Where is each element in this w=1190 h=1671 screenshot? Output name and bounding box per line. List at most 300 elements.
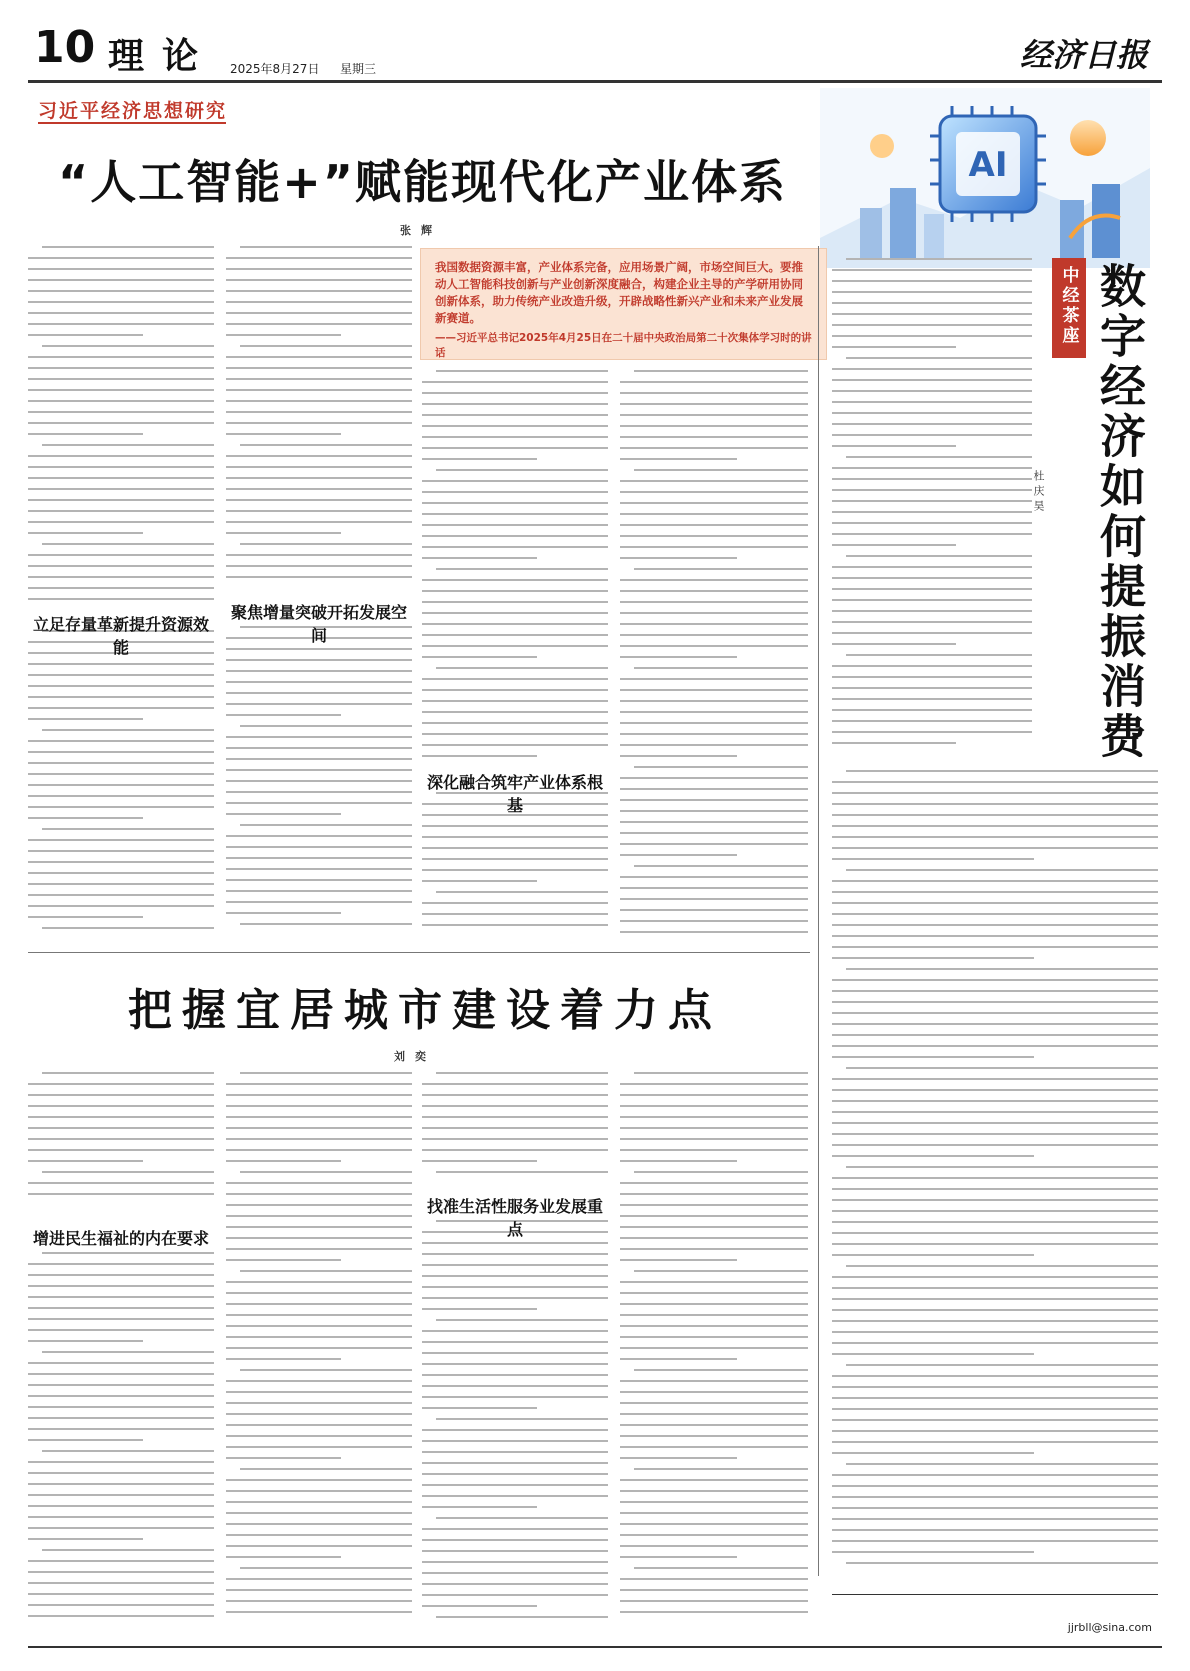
text-line [620, 414, 808, 416]
text-line [846, 770, 1158, 772]
text-line [422, 579, 608, 581]
text-line [832, 1408, 1158, 1410]
article1-subhead-1: 立足存量革新提升资源效能 [32, 615, 209, 657]
text-line [422, 502, 608, 504]
text-line [240, 345, 412, 347]
text-line [226, 1589, 412, 1591]
text-line [422, 1451, 608, 1453]
text-line [832, 1287, 1158, 1289]
text-line [226, 466, 412, 468]
text-line [436, 1517, 608, 1519]
text-line [28, 1615, 214, 1617]
text-line [832, 445, 956, 447]
text-line [422, 1138, 608, 1140]
text-line [422, 924, 608, 926]
text-line [226, 268, 412, 270]
text-line [422, 1116, 608, 1118]
text-line [620, 1534, 808, 1536]
text-line [226, 433, 341, 435]
text-line [42, 1450, 214, 1452]
text-line [226, 769, 412, 771]
text-line [634, 865, 808, 867]
text-line [620, 1380, 808, 1382]
text-line [28, 883, 214, 885]
text-line [620, 579, 808, 581]
text-line [226, 1281, 412, 1283]
text-line [620, 1105, 808, 1107]
text-line [620, 1512, 808, 1514]
text-line [832, 522, 1032, 524]
text-line [28, 1285, 214, 1287]
text-line [42, 927, 214, 929]
text-line [832, 588, 1032, 590]
text-line [226, 477, 412, 479]
text-line [240, 1369, 412, 1371]
text-line [226, 1347, 412, 1349]
text-line [28, 1527, 214, 1529]
text-line [620, 502, 808, 504]
text-line [226, 835, 412, 837]
text-line [832, 1507, 1158, 1509]
text-line [832, 1155, 1034, 1157]
text-line [28, 773, 214, 775]
text-line [28, 1116, 214, 1118]
text-line [436, 1072, 608, 1074]
page-number: 10 [34, 22, 96, 73]
text-line [832, 698, 1032, 700]
text-line [832, 847, 1158, 849]
text-line [832, 1133, 1158, 1135]
text-line [28, 1428, 214, 1430]
text-line [226, 1237, 412, 1239]
text-line [226, 1457, 341, 1459]
text-line [226, 279, 412, 281]
text-line [846, 1166, 1158, 1168]
text-line [240, 1270, 412, 1272]
text-line [226, 1314, 412, 1316]
text-line [226, 912, 341, 914]
text-line [28, 1318, 214, 1320]
text-line [832, 1276, 1158, 1278]
text-line [28, 367, 214, 369]
text-line [422, 601, 608, 603]
text-line [620, 1182, 808, 1184]
text-line [832, 1111, 1158, 1113]
text-line [422, 1127, 608, 1129]
text-line [226, 378, 412, 380]
text-line [620, 1457, 737, 1459]
text-line [28, 861, 214, 863]
text-line [42, 729, 214, 731]
text-line [28, 1149, 214, 1151]
text-line [832, 1199, 1158, 1201]
text-line [422, 491, 608, 493]
text-line [226, 1490, 412, 1492]
text-line [226, 323, 412, 325]
text-line [28, 1538, 143, 1540]
text-line [832, 742, 956, 744]
text-line [620, 623, 808, 625]
text-line [422, 546, 608, 548]
text-line [436, 891, 608, 893]
text-line [422, 623, 608, 625]
article1-col3-text [422, 370, 608, 766]
text-line [422, 858, 608, 860]
text-line [832, 544, 956, 546]
text-line [28, 707, 214, 709]
text-line [620, 1237, 808, 1239]
text-line [620, 876, 808, 878]
text-line [832, 621, 1032, 623]
text-line [832, 1430, 1158, 1432]
text-line [240, 246, 412, 248]
text-line [620, 1292, 808, 1294]
text-line [28, 1105, 214, 1107]
text-line [226, 257, 412, 259]
text-line [422, 436, 608, 438]
text-line [436, 568, 608, 570]
text-line [422, 1308, 537, 1310]
text-line [28, 279, 214, 281]
text-line [620, 799, 808, 801]
text-line [832, 1353, 1034, 1355]
text-line [634, 1468, 808, 1470]
text-line [240, 543, 412, 545]
article1-subhead-2: 聚焦增量突破开拓发展空间 [230, 603, 407, 645]
text-line [28, 751, 214, 753]
text-line [436, 469, 608, 471]
text-line [28, 1417, 214, 1419]
text-line [28, 1582, 214, 1584]
text-line [28, 1094, 214, 1096]
editor-credits [832, 1594, 1158, 1641]
text-line [422, 1462, 608, 1464]
text-line [28, 334, 143, 336]
text-line [28, 1182, 214, 1184]
text-line [226, 367, 412, 369]
text-line [422, 1330, 608, 1332]
article2-column-tag [1052, 258, 1086, 358]
text-line [226, 1259, 341, 1261]
text-line [620, 689, 808, 691]
text-line [832, 1309, 1158, 1311]
text-line [620, 1303, 808, 1305]
text-line [832, 632, 1032, 634]
text-line [620, 755, 737, 757]
text-line [28, 817, 143, 819]
text-line [422, 1149, 608, 1151]
text-line [620, 931, 808, 933]
header-rule [28, 80, 1162, 83]
text-line [832, 566, 1032, 568]
text-line [846, 968, 1158, 970]
text-line [620, 524, 808, 526]
text-line [846, 1265, 1158, 1267]
text-line [620, 557, 737, 559]
text-line [620, 425, 808, 427]
text-line [832, 302, 1032, 304]
text-line [28, 1263, 214, 1265]
text-line [226, 411, 412, 413]
text-line [226, 791, 412, 793]
text-line [846, 1562, 1158, 1564]
article3-col3-lower-text [422, 1220, 608, 1632]
article1-title: “人工智能+”赋能现代化产业体系 [58, 155, 788, 209]
text-line [634, 1567, 808, 1569]
text-line [832, 1089, 1158, 1091]
ai-illustration [820, 88, 1150, 268]
article2-title: 数字经济如何提振消费 [1093, 262, 1147, 762]
page-header [28, 22, 1162, 78]
column-label-underline [38, 122, 226, 124]
text-line [422, 755, 537, 757]
text-line [226, 1413, 412, 1415]
text-line [620, 887, 808, 889]
text-line [832, 825, 1158, 827]
text-line [620, 656, 737, 658]
text-line [422, 1297, 608, 1299]
text-line [832, 489, 1032, 491]
text-line [28, 1127, 214, 1129]
text-line [226, 576, 412, 578]
text-line [226, 1325, 412, 1327]
text-line [846, 654, 1032, 656]
text-line [620, 700, 808, 702]
text-line [42, 1549, 214, 1551]
ai-chip-graphic [820, 88, 1150, 268]
text-line [422, 414, 608, 416]
text-line [226, 648, 412, 650]
text-line [620, 1226, 808, 1228]
article3-title: 把握宜居城市建设着力点 [128, 985, 722, 1036]
text-line [620, 1281, 808, 1283]
text-line [226, 356, 412, 358]
text-line [832, 1045, 1158, 1047]
text-line [620, 590, 808, 592]
text-line [422, 689, 608, 691]
text-line [846, 869, 1158, 871]
text-line [422, 645, 608, 647]
text-line [832, 533, 1032, 535]
text-line [620, 1149, 808, 1151]
text-line [28, 894, 214, 896]
masthead-logo: 经济日报 [1019, 36, 1148, 74]
text-line [226, 659, 412, 661]
text-line [422, 392, 608, 394]
text-line [422, 1528, 608, 1530]
text-line [620, 1204, 808, 1206]
text-line [846, 555, 1032, 557]
text-line [42, 345, 214, 347]
text-line [832, 368, 1032, 370]
text-line [832, 1243, 1158, 1245]
text-line [28, 499, 214, 501]
text-line [620, 678, 808, 680]
text-line [832, 1441, 1158, 1443]
article2-author: 杜庆昊 [1032, 470, 1045, 515]
text-line [28, 674, 214, 676]
text-line [422, 381, 608, 383]
text-line [422, 634, 608, 636]
text-line [226, 1402, 412, 1404]
text-line [226, 389, 412, 391]
text-line [436, 1616, 608, 1618]
text-line [226, 1193, 412, 1195]
text-line [226, 1094, 412, 1096]
text-line [832, 1452, 1034, 1454]
text-line [226, 758, 412, 760]
text-line [42, 828, 214, 830]
text-line [422, 1484, 608, 1486]
text-line [422, 1429, 608, 1431]
text-line [832, 1474, 1158, 1476]
text-line [226, 1600, 412, 1602]
text-line [422, 1160, 537, 1162]
text-line [832, 599, 1032, 601]
text-line [28, 1083, 214, 1085]
text-line [422, 825, 608, 827]
text-line [226, 670, 412, 672]
text-line [422, 1253, 608, 1255]
text-line [28, 916, 143, 918]
text-line [634, 370, 808, 372]
text-line [832, 390, 1032, 392]
text-line [832, 1320, 1158, 1322]
text-line [28, 532, 143, 534]
text-line [832, 1375, 1158, 1377]
text-line [28, 1307, 214, 1309]
text-line [832, 1188, 1158, 1190]
text-line [28, 521, 214, 523]
article3-author: 刘奕 [394, 1050, 436, 1063]
article1-author: 张辉 [400, 224, 442, 237]
text-line [832, 1298, 1158, 1300]
text-line [620, 821, 808, 823]
text-line [620, 601, 808, 603]
text-line [832, 1056, 1034, 1058]
text-line [226, 1545, 412, 1547]
text-line [226, 422, 412, 424]
text-line [832, 814, 1158, 816]
text-line [846, 1364, 1158, 1366]
text-line [620, 480, 808, 482]
text-line [240, 1072, 412, 1074]
text-line [28, 872, 214, 874]
text-line [226, 780, 412, 782]
text-line [226, 802, 412, 804]
text-line [28, 1296, 214, 1298]
text-line [832, 401, 1032, 403]
text-line [620, 1424, 808, 1426]
text-line [28, 554, 214, 556]
text-line [422, 733, 608, 735]
text-line [226, 1479, 412, 1481]
text-line [620, 1402, 808, 1404]
text-line [28, 1571, 214, 1573]
text-line [422, 425, 608, 427]
text-line [832, 346, 956, 348]
text-line [28, 257, 214, 259]
article3-col3-text [422, 1072, 608, 1190]
text-line [832, 990, 1158, 992]
text-line [620, 788, 808, 790]
text-line [422, 1385, 608, 1387]
text-line [832, 643, 956, 645]
text-line [620, 1160, 737, 1162]
text-line [422, 535, 608, 537]
text-line [832, 858, 1034, 860]
text-line [422, 458, 537, 460]
text-line [28, 1373, 214, 1375]
text-line [28, 1362, 214, 1364]
text-line [240, 1468, 412, 1470]
article3-subhead-2: 找准生活性服务业发展重点 [426, 1197, 603, 1239]
text-line [832, 731, 1032, 733]
text-line [422, 1083, 608, 1085]
article2-column-name: 中经茶座 [1058, 266, 1079, 346]
text-line [422, 1374, 608, 1376]
text-line [226, 1336, 412, 1338]
text-line [226, 879, 412, 881]
quote-text: 我国数据资源丰富，产业体系完备，应用场景广阔，市场空间巨大。要推动人工智能科技创新与产业创新深度融合，构建企业主导的产学研用协同创新体系，助力传统产业改造升级，开辟战略性新兴产业和未来产业发展新赛道。 [435, 260, 803, 325]
text-line [28, 1406, 214, 1408]
article1-col2-text [226, 246, 412, 596]
text-line [422, 1094, 608, 1096]
quote-box [420, 248, 827, 360]
text-line [28, 740, 214, 742]
text-line [422, 1473, 608, 1475]
text-line [422, 1594, 608, 1596]
text-line [422, 1363, 608, 1365]
text-line [422, 524, 608, 526]
text-line [422, 847, 608, 849]
text-line [832, 1232, 1158, 1234]
text-line [832, 781, 1158, 783]
text-line [832, 1144, 1158, 1146]
text-line [620, 733, 808, 735]
text-line [226, 1303, 412, 1305]
text-line [832, 1540, 1158, 1542]
text-line [226, 1501, 412, 1503]
svg-text:AI: AI [968, 145, 1008, 185]
text-line [832, 913, 1158, 915]
article3-col2-text [226, 1072, 412, 1632]
text-line [620, 1523, 808, 1525]
text-line [436, 1418, 608, 1420]
text-line [422, 836, 608, 838]
text-line [620, 612, 808, 614]
article2-upper-text [832, 258, 1032, 756]
text-line [226, 455, 412, 457]
text-line [422, 744, 608, 746]
text-line [620, 645, 808, 647]
text-line [28, 477, 214, 479]
text-line [28, 301, 214, 303]
text-line [832, 1100, 1158, 1102]
text-line [226, 1534, 412, 1536]
text-line [422, 1396, 608, 1398]
text-line [28, 839, 214, 841]
text-line [28, 565, 214, 567]
text-line [28, 1439, 143, 1441]
text-line [28, 356, 214, 358]
text-line [28, 1138, 214, 1140]
text-line [28, 1340, 143, 1342]
text-line [832, 280, 1032, 282]
text-line [422, 447, 608, 449]
text-line [226, 1083, 412, 1085]
article3-subhead-1: 增进民生福祉的内在要求 [32, 1229, 209, 1248]
